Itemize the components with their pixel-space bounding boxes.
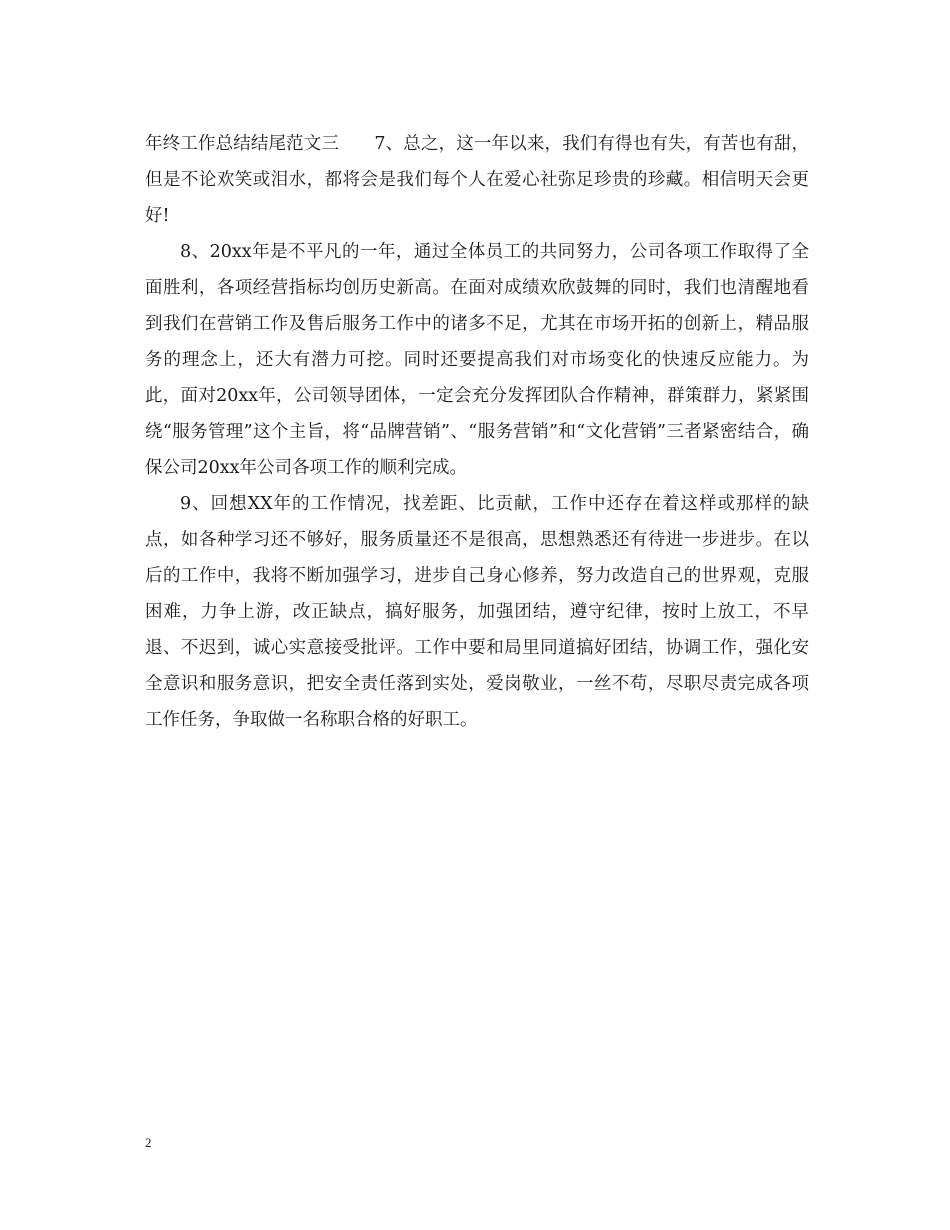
document-body bbox=[145, 126, 809, 738]
paragraph-9: 9、回想XX年的工作情况，找差距、比贡献，工作中还存在着这样或那样的缺点，如各种学习还不够好，服务质量还不是很高，思想熟悉还有待进一步进步。在以后的工作中，我将不断加强学习，进步自己身心修养，努力改造自己的世界观，克服困难，力争上游，改正缺点，搞好服务，加强团结，遵守纪律，按时上放工，不早退、不迟到，诚心实意接受批评。工作中要和局里同道搞好团结，协调工作，强化安全意识和服务意识，把安全责任落到实处，爱岗敬业，一丝不苟，尽职尽责完成各项工作任务，争取做一名称职合格的好职工。 bbox=[145, 494, 809, 730]
paragraph-intro: 年终工作总结结尾范文三 7、总之，这一年以来，我们有得也有失，有苦也有甜，但是不论欢笑或泪水，都将会是我们每个人在爱心社弥足珍贵的珍藏。相信明天会更好! bbox=[145, 134, 809, 226]
page-number: 2 bbox=[145, 1135, 152, 1150]
paragraph-8: 8、20xx年是不平凡的一年，通过全体员工的共同努力，公司各项工作取得了全面胜利，各项经营指标均创历史新高。在面对成绩欢欣鼓舞的同时，我们也清醒地看到我们在营销工作及售后服务工作中的诸多不足，尤其在市场开拓的创新上，精品服务的理念上，还大有潜力可挖。同时还要提高我们对市场变化的快速反应能力。为此，面对20xx年，公司领导团体，一定会充分发挥团队合作精神，群策群力，紧紧围绕“服务管理”这个主旨，将“品牌营销”、“服务营销”和“文化营销”三者紧密结合，确保公司20xx年公司各项工作的顺利完成。 bbox=[145, 242, 809, 478]
